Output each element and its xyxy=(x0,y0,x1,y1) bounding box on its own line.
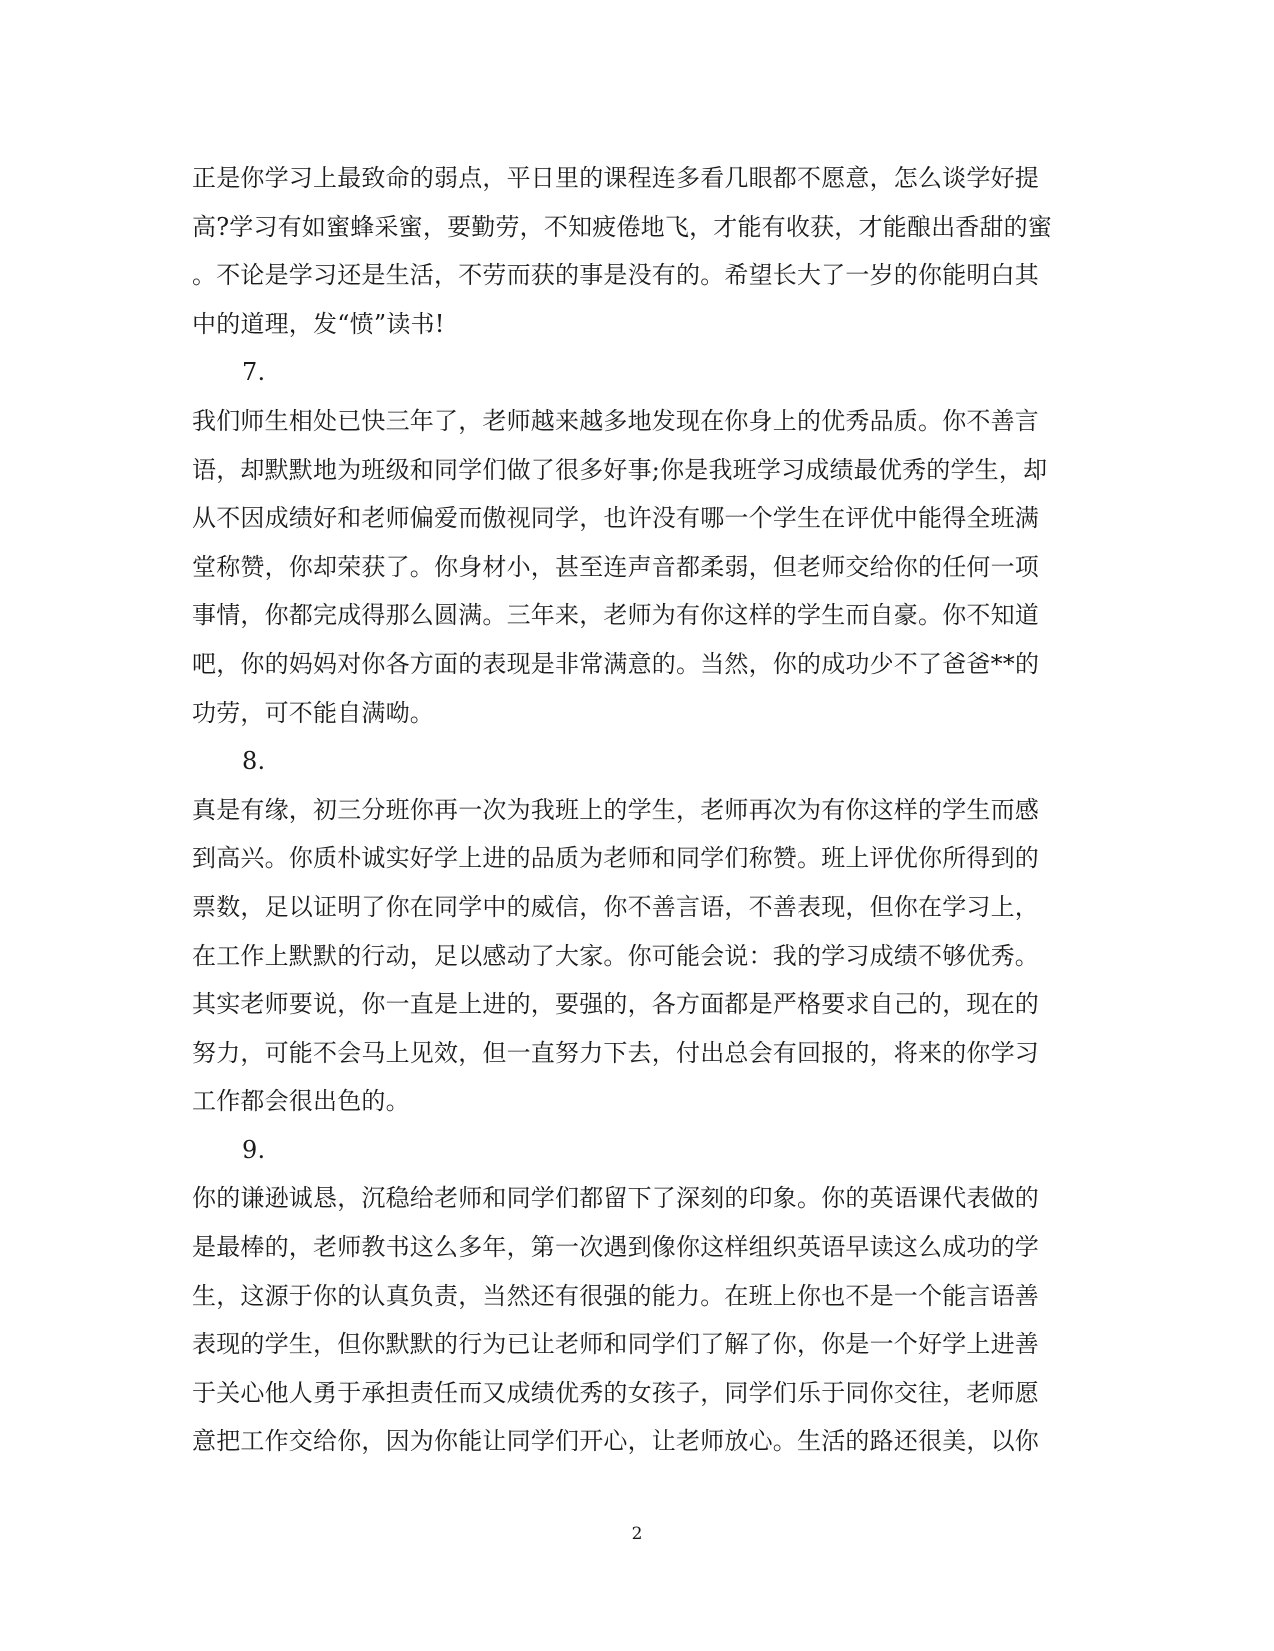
text-line: 于关心他人勇于承担责任而又成绩优秀的女孩子，同学们乐于同你交往，老师愿 xyxy=(192,1378,1039,1407)
text-line: 意把工作交给你，因为你能让同学们开心，让老师放心。生活的路还很美，以你 xyxy=(192,1427,1039,1456)
text-line: 高?学习有如蜜蜂采蜜，要勤劳，不知疲倦地飞，才能有收获，才能酿出香甜的蜜 xyxy=(192,212,1053,241)
text-line: 吧，你的妈妈对你各方面的表现是非常满意的。当然，你的成功少不了爸爸**的 xyxy=(192,649,1040,678)
body-text xyxy=(192,154,1082,1466)
text-line: 票数，足以证明了你在同学中的威信，你不善言语，不善表现，但你在学习上， xyxy=(192,892,1039,921)
text-line: 是最棒的，老师教书这么多年，第一次遇到像你这样组织英语早读这么成功的学 xyxy=(192,1233,1039,1262)
text-line: 其实老师要说，你一直是上进的，要强的，各方面都是严格要求自己的，现在的 xyxy=(192,990,1039,1019)
text-line: 到高兴。你质朴诚实好学上进的品质为老师和同学们称赞。班上评优你所得到的 xyxy=(192,844,1039,873)
text-line: 。不论是学习还是生活，不劳而获的事是没有的。希望长大了一岁的你能明白其 xyxy=(192,261,1039,290)
text-line: 表现的学生，但你默默的行为已让老师和同学们了解了你，你是一个好学上进善 xyxy=(192,1330,1039,1359)
text-line: 事情，你都完成得那么圆满。三年来，老师为有你这样的学生而自豪。你不知道 xyxy=(192,601,1039,630)
text-line: 从不因成绩好和老师偏爱而傲视同学，也许没有哪一个学生在评优中能得全班满 xyxy=(192,504,1039,533)
section-number: 8. xyxy=(242,747,266,776)
text-line: 我们师生相处已快三年了，老师越来越多地发现在你身上的优秀品质。你不善言 xyxy=(192,406,1039,435)
text-line: 你的谦逊诚恳，沉稳给老师和同学们都留下了深刻的印象。你的英语课代表做的 xyxy=(192,1184,1039,1213)
text-line: 在工作上默默的行动，足以感动了大家。你可能会说：我的学习成绩不够优秀。 xyxy=(192,941,1039,970)
text-line: 中的道理，发“愤”读书! xyxy=(192,309,445,338)
page-number: 2 xyxy=(631,1524,643,1544)
text-line: 工作都会很出色的。 xyxy=(192,1087,410,1116)
section-number: 7. xyxy=(242,358,266,387)
text-line: 功劳，可不能自满呦。 xyxy=(192,698,434,727)
text-line: 堂称赞，你却荣获了。你身材小，甚至连声音都柔弱，但老师交给你的任何一项 xyxy=(192,552,1039,581)
text-line: 语，却默默地为班级和同学们做了很多好事;你是我班学习成绩最优秀的学生，却 xyxy=(192,455,1048,484)
text-line: 正是你学习上最致命的弱点，平日里的课程连多看几眼都不愿意，怎么谈学好提 xyxy=(192,164,1039,192)
text-line: 生，这源于你的认真负责，当然还有很强的能力。在班上你也不是一个能言语善 xyxy=(192,1281,1039,1310)
text-line: 真是有缘，初三分班你再一次为我班上的学生，老师再次为有你这样的学生而感 xyxy=(192,795,1039,824)
section-number: 9. xyxy=(242,1135,266,1164)
text-line: 努力，可能不会马上见效，但一直努力下去，付出总会有回报的，将来的你学习 xyxy=(192,1038,1039,1067)
